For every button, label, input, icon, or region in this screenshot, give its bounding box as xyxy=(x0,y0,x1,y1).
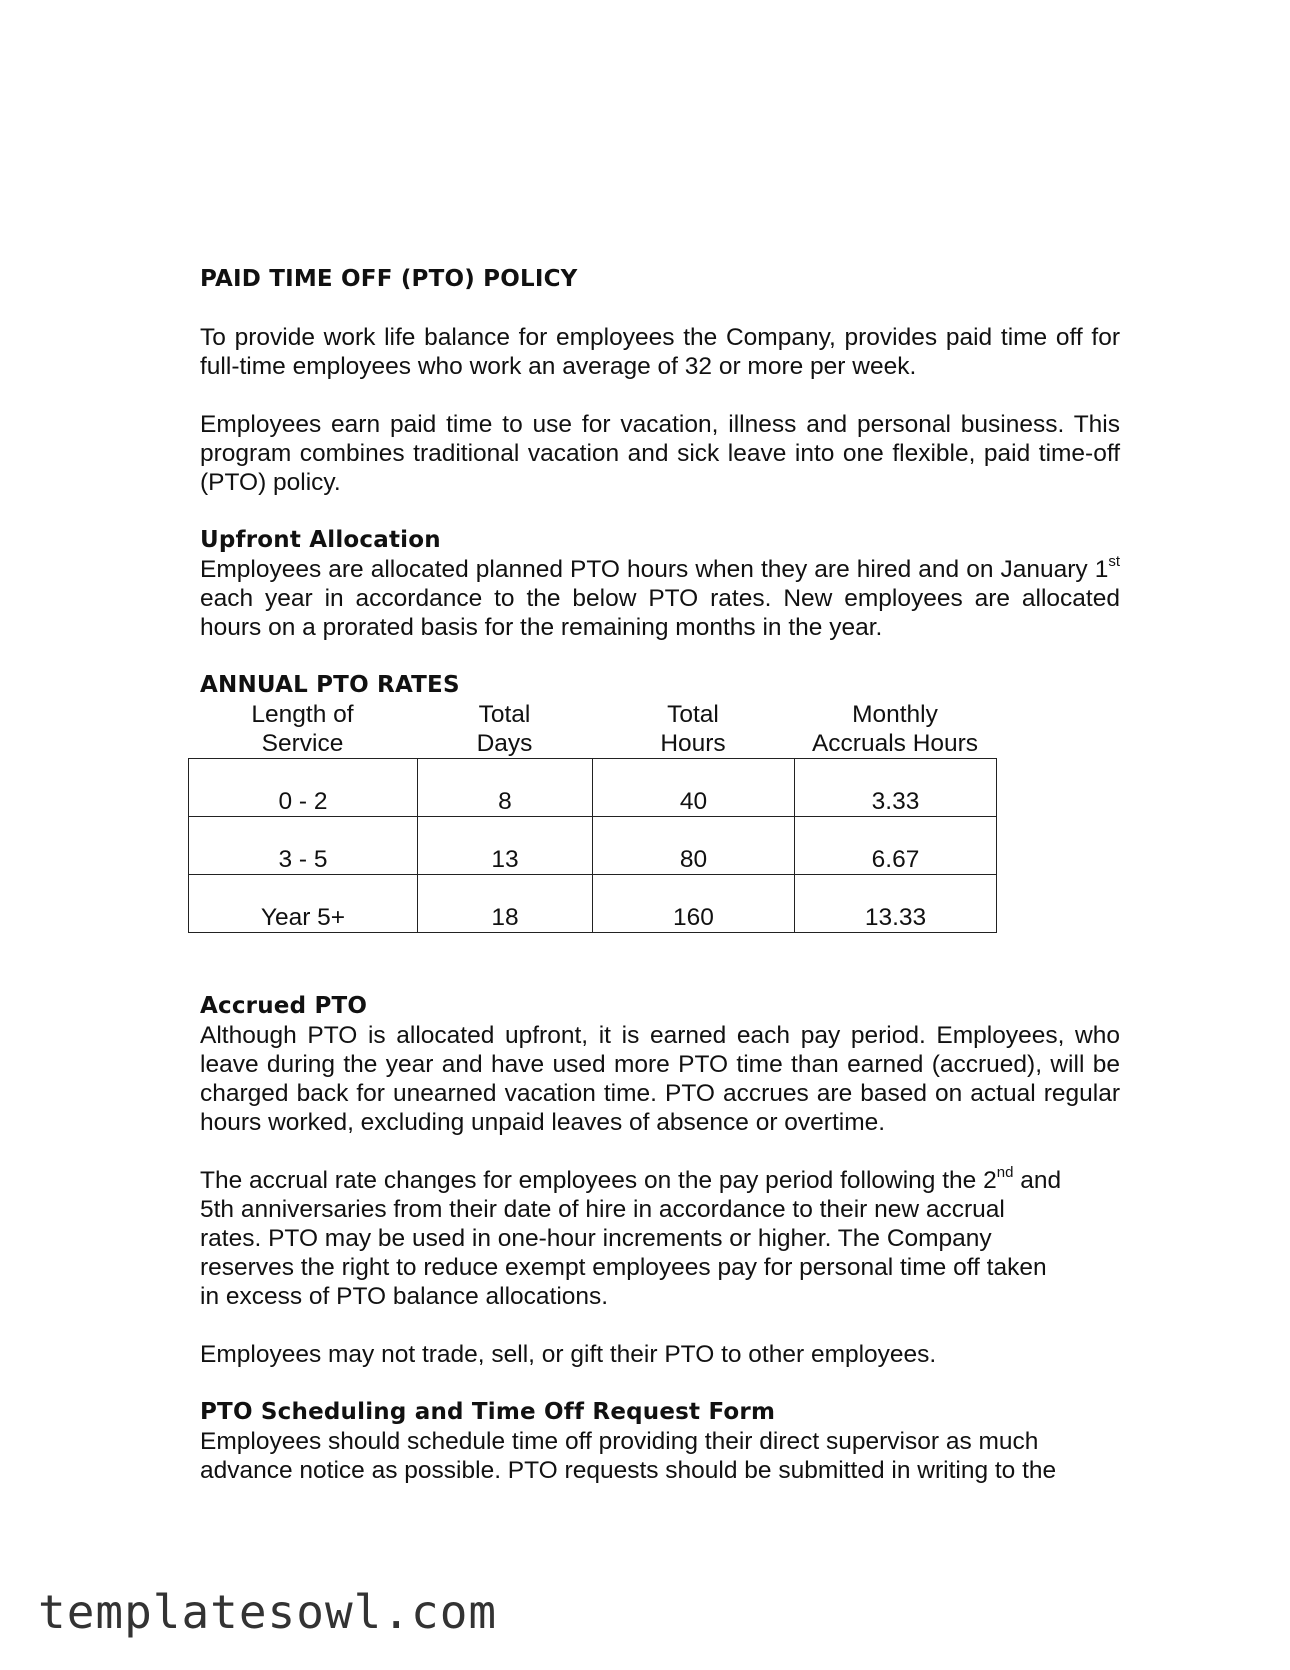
scheduling-paragraph: Employees should schedule time off providing their direct supervisor as much advance notice as possible. PTO requests should be submitted in writing to the xyxy=(200,1428,1057,1484)
table-row xyxy=(189,759,997,817)
table-cell: 13.33 xyxy=(795,875,997,933)
page-title: PAID TIME OFF (PTO) POLICY xyxy=(200,266,578,292)
table-cell: Year 5+ xyxy=(189,875,418,933)
upfront-allocation-paragraph: Employees are allocated planned PTO hours when they are hired and on January 1st each year in accordance to the below PTO rates. New employees are allocated hours on a prorated basis for the remaining months in the year. xyxy=(200,552,1120,641)
intro-paragraph-2: Employees earn paid time to use for vacation, illness and personal business. This program combines traditional vacation and sick leave into one flexible, paid time-off (PTO) policy. xyxy=(200,411,1120,496)
accrued-pto-heading: Accrued PTO xyxy=(200,993,368,1019)
scheduling-heading: PTO Scheduling and Time Off Request Form xyxy=(200,1399,776,1425)
table-cell: 8 xyxy=(418,759,593,817)
table-header xyxy=(188,700,996,758)
header-monthly-accruals: Monthly Accruals Hours xyxy=(811,701,979,757)
table-cell: 3 - 5 xyxy=(189,817,418,875)
table-cell: 160 xyxy=(593,875,795,933)
table-cell: 13 xyxy=(418,817,593,875)
annual-pto-rates-heading: ANNUAL PTO RATES xyxy=(200,672,460,698)
upfront-allocation-heading: Upfront Allocation xyxy=(200,527,441,553)
pto-rates-table xyxy=(188,700,996,933)
accrued-paragraph-3: Employees may not trade, sell, or gift their PTO to other employees. xyxy=(200,1341,937,1368)
intro-paragraph-1: To provide work life balance for employees the Company, provides paid time off for full-time employees who work an average of 32 or more per week. xyxy=(200,324,1120,380)
table-cell: 6.67 xyxy=(795,817,997,875)
header-total-hours: Total Hours xyxy=(660,701,726,757)
table-cell: 3.33 xyxy=(795,759,997,817)
table-cell: 0 - 2 xyxy=(189,759,418,817)
table-row xyxy=(189,817,997,875)
accrued-paragraph-2: The accrual rate changes for employees on the pay period following the 2nd and 5th anniversaries from their date of hire in accordance to their new accrual rates. PTO may be used in one-hour increments or higher. The Company reserves the right to reduce exempt employees pay for personal time off taken in excess of PTO balance allocations. xyxy=(200,1163,1062,1310)
document-body xyxy=(200,265,1120,1485)
table-cell: 18 xyxy=(418,875,593,933)
header-length-of-service: Length of Service xyxy=(251,701,354,757)
table-row xyxy=(189,875,997,933)
table-cell: 80 xyxy=(593,817,795,875)
header-total-days: Total Days xyxy=(476,701,533,757)
table-cell: 40 xyxy=(593,759,795,817)
watermark: templatesowl.com xyxy=(38,1585,498,1639)
accrued-paragraph-1: Although PTO is allocated upfront, it is earned each pay period. Employees, who leave during the year and have used more PTO time than earned (accrued), will be charged back for unearned vacation time. PTO accrues are based on actual regular hours worked, excluding unpaid leaves of absence or overtime. xyxy=(200,1022,1120,1136)
